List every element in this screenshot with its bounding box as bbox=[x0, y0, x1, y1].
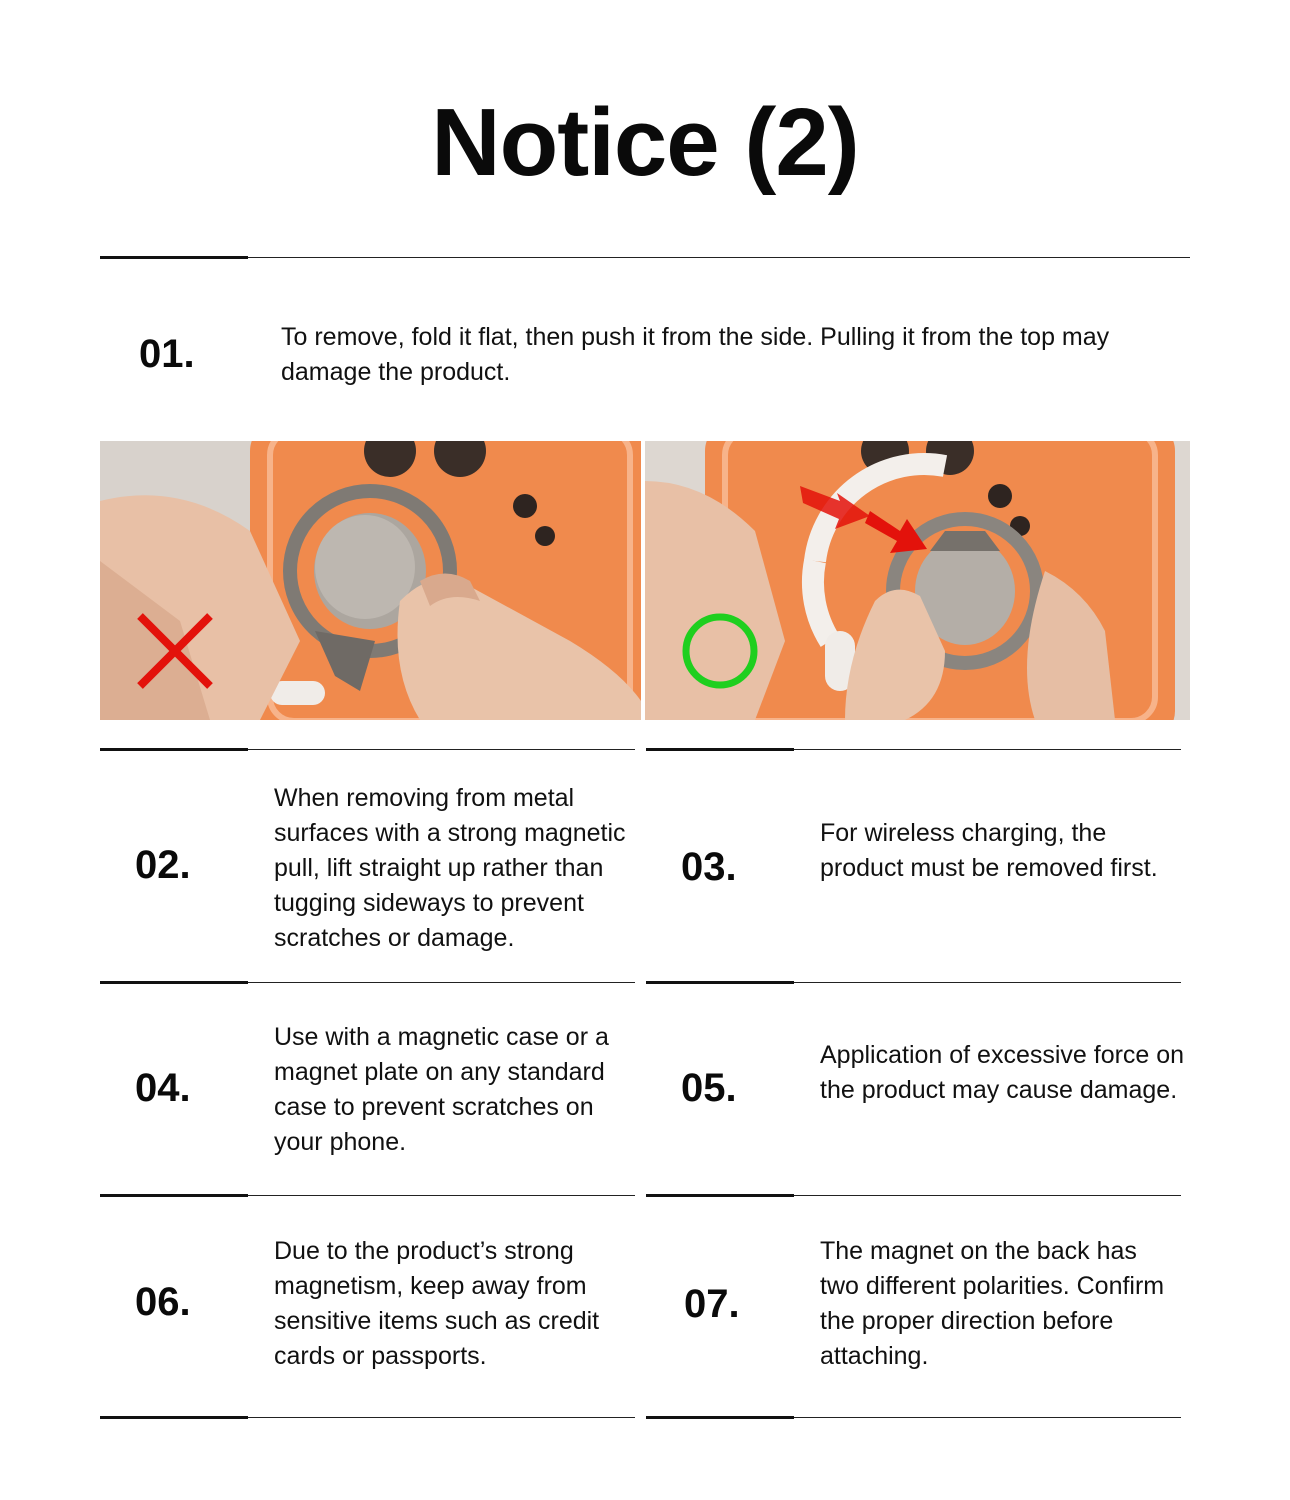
page-title: Notice (2) bbox=[431, 89, 859, 196]
divider bbox=[646, 1417, 1181, 1418]
divider bbox=[100, 982, 635, 983]
notice-07-number: 07. bbox=[684, 1282, 740, 1326]
photo-wrong-removal bbox=[100, 441, 641, 720]
notice-02-text: When removing from metal surfaces with a strong magnetic pull, lift straight up rather than tugging sideways to prevent scratches or damage. bbox=[274, 784, 626, 952]
notice-06-text: Due to the product’s strong magnetism, keep away from sensitive items such as credit cards or passports. bbox=[274, 1237, 600, 1370]
notice-06-number: 06. bbox=[135, 1280, 191, 1324]
x-mark-icon bbox=[138, 614, 212, 688]
notice-04-text: Use with a magnetic case or a magnet plate on any standard case to prevent scratches on your phone. bbox=[274, 1023, 609, 1156]
notice-01-text: To remove, fold it flat, then push it from the side. Pulling it from the top may damage the product. bbox=[281, 323, 1110, 386]
notice-03-text: For wireless charging, the product must be removed first. bbox=[820, 819, 1158, 882]
photo-right-removal bbox=[645, 441, 1190, 720]
divider bbox=[646, 749, 1181, 750]
notice-04-number: 04. bbox=[135, 1066, 191, 1110]
notice-01-number: 01. bbox=[139, 332, 195, 376]
notice-02-number: 02. bbox=[135, 843, 191, 887]
circle-check-icon bbox=[683, 614, 757, 688]
divider bbox=[646, 982, 1181, 983]
notice-05-text: Application of excessive force on the product may cause damage. bbox=[820, 1041, 1185, 1104]
divider bbox=[100, 257, 1190, 258]
divider bbox=[100, 1195, 635, 1196]
divider bbox=[100, 749, 635, 750]
divider bbox=[100, 1417, 635, 1418]
divider bbox=[646, 1195, 1181, 1196]
notice-07-text: The magnet on the back has two different polarities. Confirm the proper direction before attaching. bbox=[820, 1237, 1165, 1370]
notice-03-number: 03. bbox=[681, 845, 737, 889]
notice-05-number: 05. bbox=[681, 1066, 737, 1110]
